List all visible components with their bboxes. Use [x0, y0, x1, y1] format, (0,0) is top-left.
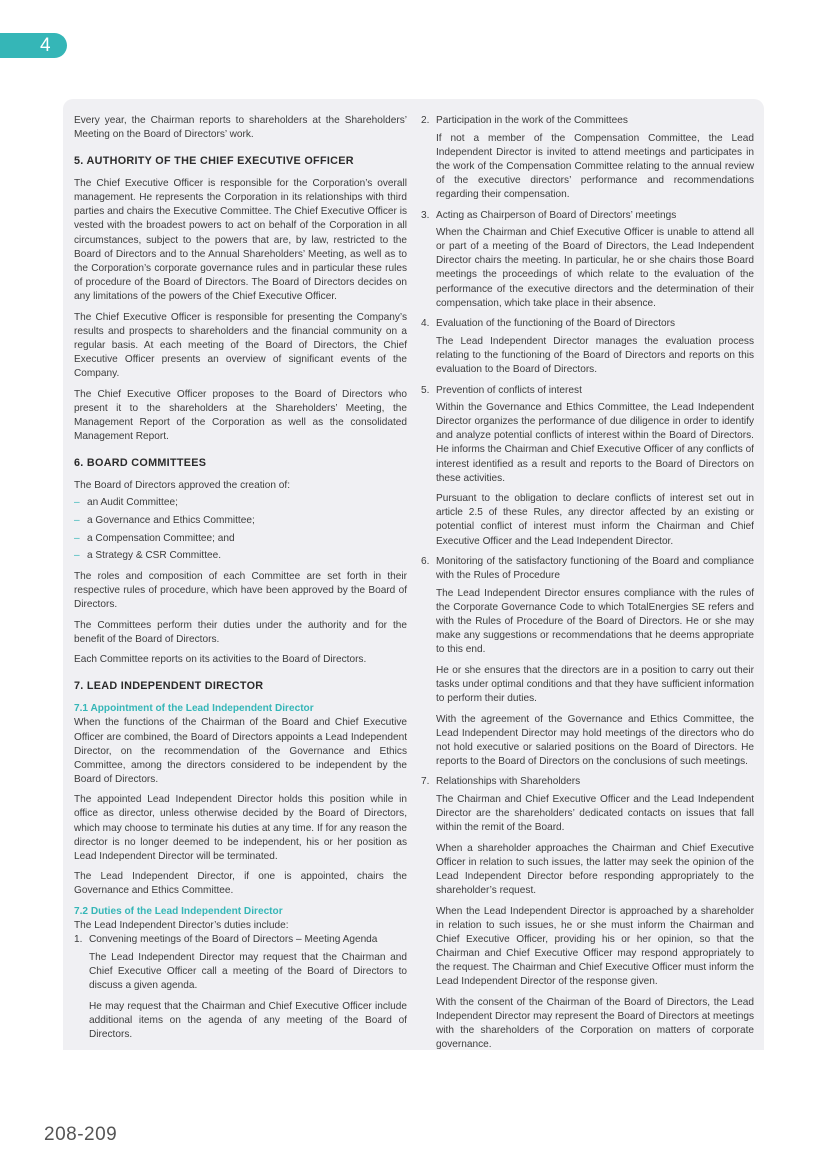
section-7-2-title: 7.2 Duties of the Lead Independent Director: [74, 906, 283, 918]
duty-3-paragraph-1: When the Chairman and Chief Executive Officer is unable to attend all or part of a meeting of the Board of Directors, the Lead Independent Director chairs the meeting. In particular, he or she chairs those Board meetings the proceedings of which relate to the evaluation of the performance of the executive directors and the determination of their compensation, which take place in their absence.: [436, 227, 754, 309]
committee-list-item: – an Audit Committee;: [74, 496, 407, 510]
duty-item-heading: 5. Prevention of conflicts of interest: [421, 384, 582, 396]
duty-4-paragraph-1: The Lead Independent Director manages the evaluation process relating to the functioning of the Board of Directors and reports on this evaluation to the Board of Directors.: [436, 335, 754, 375]
duty-2-paragraph-1: If not a member of the Compensation Committee, the Lead Independent Director is invited to attend meetings and participates in the work of the Compensation Committee relating to the annual review of the executive directors’ performance and recommendations regarding their compensation.: [436, 132, 754, 200]
duty-5-paragraph-1: Within the Governance and Ethics Committee, the Lead Independent Director organizes the performance of due diligence in order to identify and analyze potential conflicts of interest within the Board of Directors. He informs the Chairman and Chief Executive Officer of any conflicts of interest identified as a result and reports to the Board of Directors on these activities.: [436, 402, 754, 484]
section-7-1-paragraph-3: The Lead Independent Director, if one is appointed, chairs the Governance and Ethics Committee.: [74, 871, 407, 897]
section-6-title: 6. BOARD COMMITTEES: [74, 456, 207, 469]
footer-page-range: 208-209: [44, 1124, 118, 1145]
duty-item-heading: 6. Monitoring of the satisfactory functioning of the Board and compliance with the Rules of Procedure: [421, 556, 754, 582]
duty-item-heading: 7. Relationships with Shareholders: [421, 776, 581, 788]
duty-1-paragraph-1: The Lead Independent Director may request that the Chairman and Chief Executive Officer call a meeting of the Board of Directors to discuss a given agenda.: [89, 951, 407, 991]
duty-7-paragraph-1: The Chairman and Chief Executive Officer and the Lead Independent Director are the shareholders’ dedicated contacts on issues that fall within the remit of the Board.: [436, 794, 754, 834]
duty-7-paragraph-3: When the Lead Independent Director is approached by a shareholder in relation to such issues, he or she must inform the Chairman and Chief Executive Officer, providing his or her opinion, so that the Chairman and Chief Executive Officer may respond appropriately to the request. The Chairman and Chief Executive Officer must inform the Lead Independent Director of the response given.: [436, 905, 754, 988]
duty-6-paragraph-3: With the agreement of the Governance and Ethics Committee, the Lead Independent Director may hold meetings of the directors who do not hold executive or salaried positions on the Board of Directors. He reports to the Board of Directors on the conclusions of such meetings.: [436, 713, 754, 767]
section-7-title: 7. LEAD INDEPENDENT DIRECTOR: [74, 680, 264, 693]
dash-marker: –: [74, 532, 80, 544]
duty-7-paragraph-2: When a shareholder approaches the Chairman and Chief Executive Officer in relation to such issues, the latter may seek the opinion of the Lead Independent Director before responding appropriately to the shareholder’s request.: [436, 842, 754, 897]
committee-list-item: – a Compensation Committee; and: [74, 532, 407, 546]
section-7-1-paragraph-2: The appointed Lead Independent Director holds this position while in office as director, unless otherwise decided by the Board of Directors, which may choose to terminate his duties at any time. If for any reason the director is no longer deemed to be independent, his or her position as Lead Independent Director will be terminated.: [74, 794, 407, 862]
section-6-intro: The Board of Directors approved the creation of:: [74, 479, 291, 491]
left-column: [74, 114, 407, 1048]
duty-item-heading: 3. Acting as Chairperson of Board of Directors’ meetings: [421, 209, 677, 221]
committee-list-item: – a Governance and Ethics Committee;: [74, 514, 407, 528]
section-5-title: 5. AUTHORITY OF THE CHIEF EXECUTIVE OFFICER: [74, 155, 354, 168]
section-7-1-title: 7.1 Appointment of the Lead Independent Director: [74, 703, 314, 715]
duty-5-paragraph-2: Pursuant to the obligation to declare conflicts of interest set out in article 2.5 of these Rules, any director affected by an existing or potential conflict of interest must inform the Chairman and Chief Executive Officer and the Lead Independent Director.: [436, 493, 754, 547]
dash-marker: –: [74, 497, 80, 509]
section-6-paragraph-3: Each Committee reports on its activities to the Board of Directors.: [74, 654, 367, 666]
section-5-paragraph-1: The Chief Executive Officer is responsible for the Corporation’s overall management. He represents the Corporation in its relationships with third parties and chairs the Executive Committee. The Chief Executive Officer is vested with the broadest powers to act on behalf of the Corporation in all circumstances, subject to the powers that are, by law, restricted to the Board of Directors and to the Annual Shareholders’ Meeting, as well as to the Corporation’s corporate governance rules and in particular these rules of procedure of the Board of Directors. The Board of Directors decides on any limitations of the powers of the Chief Executive Officer.: [74, 178, 407, 302]
right-column: [421, 114, 754, 1059]
page-number-tab: [0, 33, 67, 58]
duty-item-heading: 4. Evaluation of the functioning of the Board of Directors: [421, 318, 676, 330]
section-5-paragraph-2: The Chief Executive Officer is responsible for presenting the Company’s results and prospects to shareholders and the financial community on a regular basis. At each meeting of the Board of Directors, the Chief Executive Officer presents an overview of significant events of the Company.: [74, 311, 407, 379]
section-7-2-intro: The Lead Independent Director’s duties include:: [74, 920, 289, 932]
duty-7-paragraph-4: With the consent of the Chairman of the Board of Directors, the Lead Independent Director may represent the Board of Directors at meetings with the shareholders of the Corporation on matters of corporate governance.: [436, 996, 754, 1051]
section-7-1-paragraph-1: When the functions of the Chairman of the Board and Chief Executive Officer are combined, the Board of Directors appoints a Lead Independent Director, on the recommendation of the Governance and Ethics Committee, among the directors considered to be independent by the Board of Directors.: [74, 717, 407, 785]
duty-6-paragraph-2: He or she ensures that the directors are in a position to carry out their tasks under optimal conditions and that they have sufficient information to perform their duties.: [436, 664, 754, 704]
committee-list-item: – a Strategy & CSR Committee.: [74, 549, 407, 563]
dash-marker: –: [74, 550, 80, 562]
section-6-paragraph-2: The Committees perform their duties under the authority and for the benefit of the Board of Directors.: [74, 619, 407, 645]
duty-1-paragraph-2: He may request that the Chairman and Chief Executive Officer include additional items on the agenda of any meeting of the Board of Directors.: [89, 1000, 407, 1040]
duty-item-heading: 2. Participation in the work of the Committees: [421, 115, 628, 126]
intro-paragraph: Every year, the Chairman reports to shareholders at the Shareholders’ Meeting on the Board of Directors’ work.: [74, 115, 407, 141]
duty-6-paragraph-1: The Lead Independent Director ensures compliance with the rules of the Corporate Governance Code to which TotalEnergies SE refers and with the Rules of Procedure of the Board of Directors. He or she may make any suggestions or recommendations that he deems appropriate to this end.: [436, 587, 754, 656]
duty-item-heading: 1. Convening meetings of the Board of Directors – Meeting Agenda: [74, 934, 378, 946]
section-5-paragraph-3: The Chief Executive Officer proposes to the Board of Directors who present it to the shareholders at the Shareholders’ Meeting, the Management Report of the Corporation as well as the consolidated Management Report.: [74, 388, 407, 442]
dash-marker: –: [74, 515, 80, 527]
section-6-paragraph-1: The roles and composition of each Committee are set forth in their respective rules of procedure, which have been approved by the Board of Directors.: [74, 570, 407, 611]
page-number: 4: [40, 35, 51, 56]
